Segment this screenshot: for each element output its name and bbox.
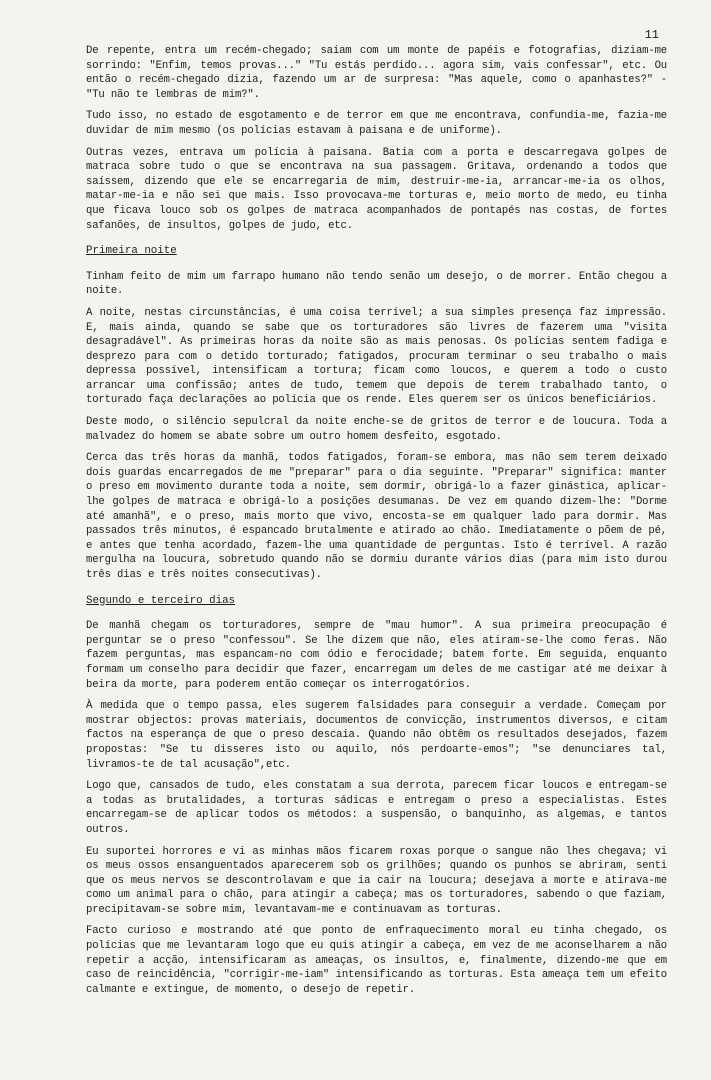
paragraph-12: Facto curioso e mostrando até que ponto de enfraquecimento moral eu tinha chegado, os polícias que me levantaram logo que eu quis atingir a cabeça, em vez de me aconselharem a não repetir a acção, intensificaram as ameaças, os insultos, e, finalmente, dizendo-me que em caso de reincidência, "corrigir-me-iam" intensificando as torturas. Esta ameaça tem um efeito calmante e extingue, de momento, o desejo de repetir. [86,925,667,996]
paragraph-7: Cerca das três horas da manhã, todos fatigados, foram-se embora, mas não sem terem deixado dois guardas encarregados de me "preparar" para o dia seguinte. "Preparar" significa: manter o preso em movimento durante toda a noite, sem dormir, obrigá-lo a fazer ginástica, aplicar-lhe golpes de matraca e obrigá-lo a posições desumanas. De vez em quando dizem-lhe: "Dorme até amanhã", e o preso, mais morto que vivo, encosta-se em qualquer lado para dormir. Mas passados três minutos, é espancado brutalmente e atirado ao chão. Imediatamente o põem de pé, e antes que tenha acordado, fazem-lhe uma quantidade de perguntas. Isto é terrível. A razão mergulha na loucura, sobretudo quando não se dormiu durante vários dias (para mim isto durou três dias e três noites consecutivas). [86,452,667,581]
section-heading-segundo-terceiro-dias: Segundo e terceiro dias [86,594,236,607]
paragraph-8: De manhã chegam os torturadores, sempre de "mau humor". A sua primeira preocupação é perguntar se o preso "confessou". Se lhe dizem que não, eles atiram-se-lhe como feras. Não fazem perguntas, mas espancam-no com ódio e ferocidade; batem forte. Em seguida, enquanto formam um conselho para decidir que fazer, encarregam um deles de me castigar até me deixar à beira da morte, para poderem então começar os interrogatórios. [86,620,667,691]
paragraph-4: Tinham feito de mim um farrapo humano não tendo senão um desejo, o de morrer. Então chegou a noite. [86,270,667,298]
paragraph-11: Eu suportei horrores e vi as minhas mãos ficarem roxas porque o sangue não lhes chegava; vi os meus ossos ensanguentados aparecerem sob os grilhões; quando os punhos se abriram, senti que os meus nervos se descontrolavam e que ia cair na loucura; desejava a morte e atirava-me como um animal para o chão, para atingir a cabeça; mas os torturadores, sabendo o que faziam, precipitavam-se sobre mim, levantavam-me e continuavam as torturas. [86,845,667,916]
paragraph-9: À medida que o tempo passa, eles sugerem falsidades para conseguir a verdade. Começam por mostrar objectos: provas materiais, documentos de convicção, instrumentos diversos, e citam factos na esperança de que o preso descaia. Quando não obtêm os resultados desejados, fazem propostas: "Se tu disseres isto ou aquilo, nós perdoarte-emos"; "se denunciares tal, livramos-te de tal acusação",etc. [86,700,667,771]
paragraph-6: Deste modo, o silêncio sepulcral da noite enche-se de gritos de terror e de loucura. Toda a malvadez do homem se abate sobre um outro homem desfeito, esgotado. [86,416,667,443]
paragraph-1: De repente, entra um recém-chegado; saíam com um monte de papéis e fotografias, diziam-me sorrindo: "Enfim, temos provas..." "Tu estás perdido... agora sim, vais confessar", etc. Ou então o recém-chegado dizia, fazendo um ar de surpresa: "Mas aquele, como o apanhastes?" - "Tu não te lembras de mim?". [86,45,667,101]
paragraph-2: Tudo isso, no estado de esgotamento e de terror em que me encontrava, confundia-me, fazia-me duvidar de mim mesmo (os polícias estavam à paisana e de uniforme). [86,110,667,137]
section-heading-primeira-noite: Primeira noite [86,245,177,258]
paragraph-3: Outras vezes, entrava um polícia à paisana. Batia com a porta e descarregava golpes de matraca sobre tudo o que se encontrava na sua passagem. Gritava, ordenando a todos que saíssem, dizendo que ele se encarregaria de mim, destruir-me-ia, arrancar-me-ia os olhos, matar-me-ia e não sei que mais. Isso provocava-me torturas e, meio morto de medo, eu tinha que ficava louco sob os golpes de matraca acompanhados de pontapés nas costas, de fortes safanões, de insultos, golpes de judo, etc. [86,146,667,232]
paragraph-10: Logo que, cansados de tudo, eles constatam a sua derrota, parecem ficar loucos e entregam-se a todas as brutalidades, a torturas sádicas e entregam o preso a especialistas. Estes encarregam-se de aplicar todos os métodos: a suspensão, o banquinho, as algemas, e tantos outros. [86,780,667,836]
page-number: 11 [644,28,659,42]
paragraph-5: A noite, nestas circunstâncias, é uma coisa terrível; a sua simples presença faz impressão. E, mais ainda, quando se sabe que os torturadores são livres de fazerem uma "visita desagradável". As primeiras horas da noite são as mais penosas. Os polícias sentem fadiga e desprezo para com o detido torturado; fatigados, procuram terminar o seu trabalho o mais depressa possível, intensificam a tortura; ficam como loucos, e querem a todo o custo arrancar uma confissão; antes de tudo, temem que depois de terem trabalhado tanto, o torturado faça declarações ao polícia que os rende. Eles querem ser os únicos beneficiários. [86,306,667,407]
